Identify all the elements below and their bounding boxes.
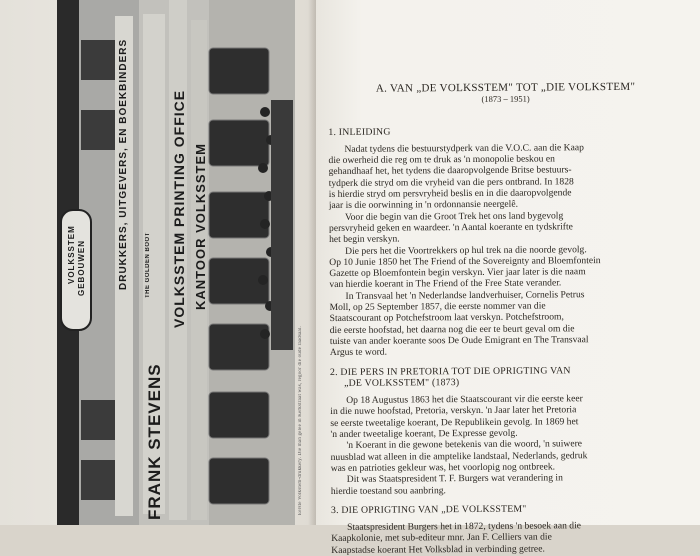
paragraph-6 [330, 438, 685, 474]
photo-caption: Eerste Volkstem-drukkery. Die man geleë in Kerkstraat was, regoor die oude raadsaal. [298, 325, 303, 515]
text-line: Gazette op Bloemfontein begin verskyn. Vier jaar later is die naam [329, 266, 586, 280]
text-line: Op 18 Augustus 1863 het die Staatscourant vir die eerste keer [346, 393, 583, 407]
text-line: Nadat tydens die bestuurstydperk van die V.O.C. aan die Kaap [344, 142, 584, 155]
text-line: gehandhaaf het, het tydens die daaropvolgende Britse bestuurs- [328, 164, 572, 178]
text-line: van hierdie koerant in The Friend of the Free State verander. [329, 277, 562, 291]
text-line: Staatscourant op Potchefstroom laat verskyn. Potchefstroom, [329, 311, 564, 325]
paragraph-1 [328, 141, 683, 211]
text-line: 'n ander tweetalige koerant, De Expresse gevolg. [330, 427, 518, 441]
text-line: Dit was Staatspresident T. F. Burgers wat verandering in [346, 472, 563, 486]
text-line: jaar is die oorwinning in 'n ordonnansie neergelê. [328, 199, 519, 212]
section-heading-2-line-1: 2. DIE PERS IN PRETORIA TOT DIE OPRIGTING VAN [329, 364, 571, 378]
sign-volksstem-printing-office: VOLKSSTEM PRINTING OFFICE [171, 89, 187, 328]
text-line: Die pers het die Voortrekkers op hul trek na die noorde gevolg. [345, 243, 587, 257]
section-heading-1: 1. INLEIDING [328, 126, 391, 138]
chapter-years: (1873 – 1951) [481, 93, 530, 105]
sign-volksstem-badge: VOLKSSTEM [67, 225, 76, 284]
text-line: In Transvaal het 'n Nederlandse landverhuiser, Cornelis Petrus [345, 288, 585, 302]
sign-gebouwen: GEBOUWEN [77, 240, 86, 296]
text-line: was en patrioties gekleur was, het voorlopig nog ontbreek. [330, 461, 556, 474]
paragraph-5 [330, 393, 685, 441]
sign-drukkers: DRUKKERS, UITGEVERS, EN BOEKBINDERS [118, 38, 129, 290]
text-line: Kaapstadse koerant Het Volksblad in verbinding getree. [331, 543, 545, 556]
text-line: Staatspresident Burgers het in 1872, tydens 'n besoek aan die [347, 520, 582, 533]
text-line: 'n Koerant in die gewone betekenis van die woord, 'n suiwere [346, 438, 583, 452]
building-photograph [57, 0, 295, 525]
page-text [328, 82, 686, 556]
paragraph-8 [331, 520, 686, 556]
text-line: in die nuwe hoofstad, Pretoria, verskyn. 'n Jaar later het Pretoria [330, 404, 577, 418]
text-line: die eerste hoofstad, het daarna nog die eer te beurt geval om die [329, 322, 575, 336]
text-line: het begin verskyn. [329, 233, 400, 246]
chapter-heading: A. VAN „DE VOLKSSTEM" TOT „DIE VOLKSTEM" [375, 80, 636, 95]
text-line: Kaapkolonie, met sub-editeur mnr. Jan F. Celliers van die [331, 531, 552, 545]
sign-golden-boot: THE GOLDEN BOOT [145, 232, 151, 298]
text-line: se eerste tweetalige koerant, De Republikein gevolg. In 1869 het [330, 415, 579, 429]
section-heading-2 [330, 364, 685, 389]
text-line: Argus te word. [329, 346, 388, 359]
text-line: tydperk die stryd om die vryheid van die pers ontbrand. In 1828 [328, 176, 574, 189]
text-line: Voor die begin van die Groot Trek het ons land bygevolg [344, 210, 564, 223]
text-line: is hierdie stryd om persvryheid beslis en in die daaropvolgende [328, 187, 572, 201]
text-line: tuiste van ander koerante soos De Oude Emigrant en The Transvaal [329, 334, 589, 347]
text-line: nuusblad wat alleen in die amptelike landstaal, Nederlands, gedruk [330, 449, 588, 463]
paragraph-2 [329, 209, 684, 245]
text-line: persvryheid geken en waardeer. 'n Aantal koerante en tydskrifte [328, 221, 573, 234]
section-heading-3: 3. DIE OPRIGTING VAN „DE VOLKSSTEM" [330, 503, 527, 516]
paragraph-3 [329, 243, 684, 291]
paragraph-7 [331, 472, 686, 497]
sign-kantoor-volksstem: KANTOOR VOLKSSTEM [193, 143, 208, 310]
section-heading-2-line-2: „DE VOLKSSTEM" (1873) [344, 376, 460, 389]
paragraph-4 [329, 288, 684, 358]
sign-frank-stevens: FRANK STEVENS [145, 363, 164, 520]
text-line: die owerheid die reg om te druk as 'n monopolie beskou en [328, 153, 555, 167]
text-line: Moll, op 25 September 1857, die eerste nommer van die [329, 300, 546, 314]
text-line: hierdie toestand sou aanbring. [330, 484, 446, 497]
text-line: Op 10 Junie 1850 het The Friend of the Sovereignty and Bloemfontein [329, 254, 601, 268]
